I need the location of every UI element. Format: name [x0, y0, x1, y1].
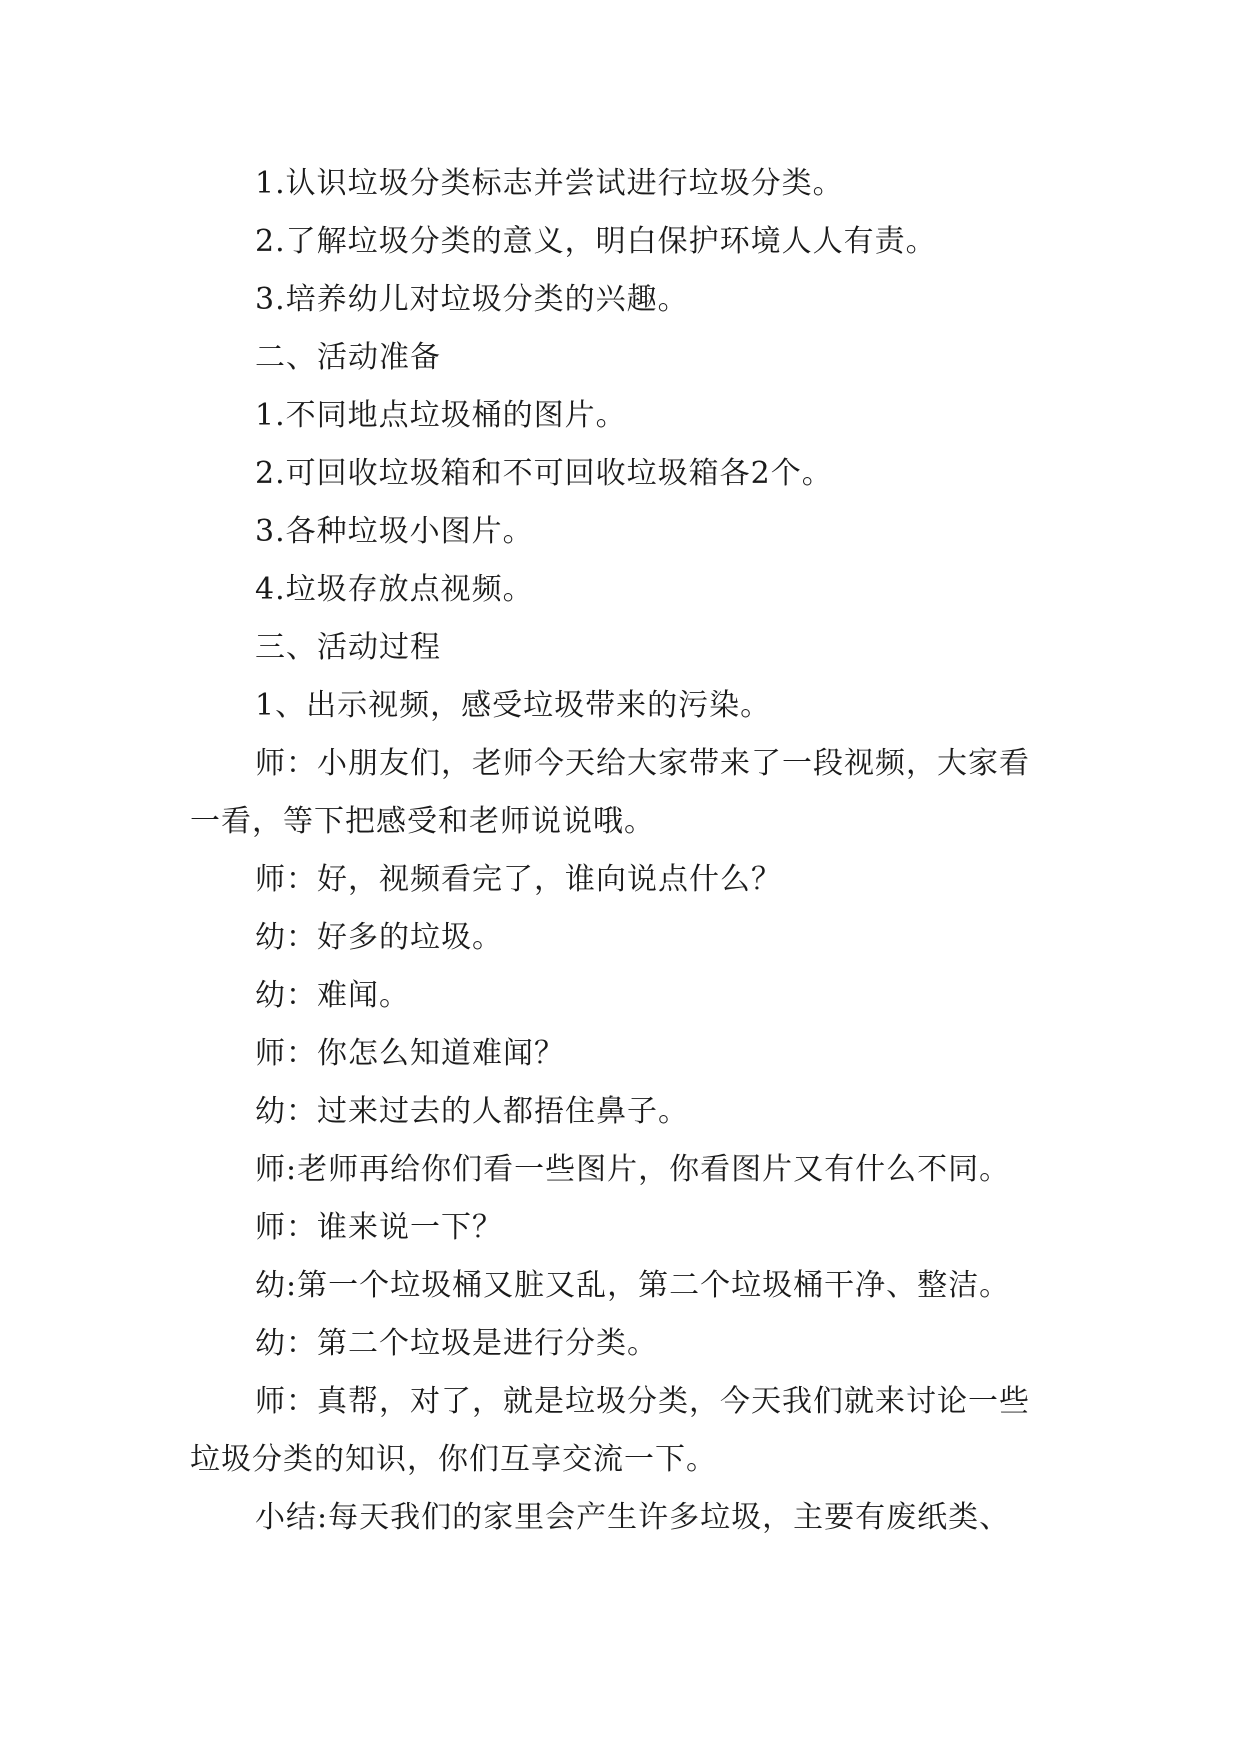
paragraph-preparation-1: 1.不同地点垃圾桶的图片。 [255, 398, 627, 433]
dialogue-line: 师：真帮，对了，就是垃圾分类，今天我们就来讨论一些垃圾分类的知识，你们互享交流一下。 [190, 1384, 1030, 1477]
dialogue-line: 师：好，视频看完了，谁向说点什么？ [255, 862, 782, 897]
dialogue-line: 师:老师再给你们看一些图片，你看图片又有什么不同。 [255, 1152, 1011, 1187]
dialogue-line: 幼:第一个垃圾桶又脏又乱，第二个垃圾桶干净、整洁。 [255, 1268, 1011, 1303]
dialogue-line: 师：小朋友们，老师今天给大家带来了一段视频，大家看一看，等下把感受和老师说说哦。 [190, 746, 1030, 839]
paragraph-preparation-3: 3.各种垃圾小图片。 [255, 514, 534, 549]
dialogue-line: 幼：过来过去的人都捂住鼻子。 [255, 1094, 689, 1129]
paragraph-preparation-4: 4.垃圾存放点视频。 [255, 572, 534, 607]
section-heading-process: 三、活动过程 [255, 630, 441, 665]
section-heading-preparation: 二、活动准备 [255, 340, 441, 375]
paragraph-objective-3: 3.培养幼儿对垃圾分类的兴趣。 [255, 282, 689, 317]
dialogue-line: 幼：第二个垃圾是进行分类。 [255, 1326, 658, 1361]
paragraph-preparation-2: 2.可回收垃圾箱和不可回收垃圾箱各2个。 [255, 456, 833, 491]
dialogue-line: 师：你怎么知道难闻？ [255, 1036, 565, 1071]
document-body [190, 155, 1052, 1547]
paragraph-process-1: 1、出示视频，感受垃圾带来的污染。 [255, 688, 772, 723]
paragraph-objective-2: 2.了解垃圾分类的意义，明白保护环境人人有责。 [255, 224, 937, 259]
dialogue-line: 师：谁来说一下？ [255, 1210, 503, 1245]
paragraph-objective-1: 1.认识垃圾分类标志并尝试进行垃圾分类。 [255, 166, 844, 201]
summary-paragraph: 小结:每天我们的家里会产生许多垃圾，主要有废纸类、 [255, 1500, 1011, 1535]
dialogue-line: 幼：好多的垃圾。 [255, 920, 503, 955]
dialogue-line: 幼：难闻。 [255, 978, 410, 1013]
